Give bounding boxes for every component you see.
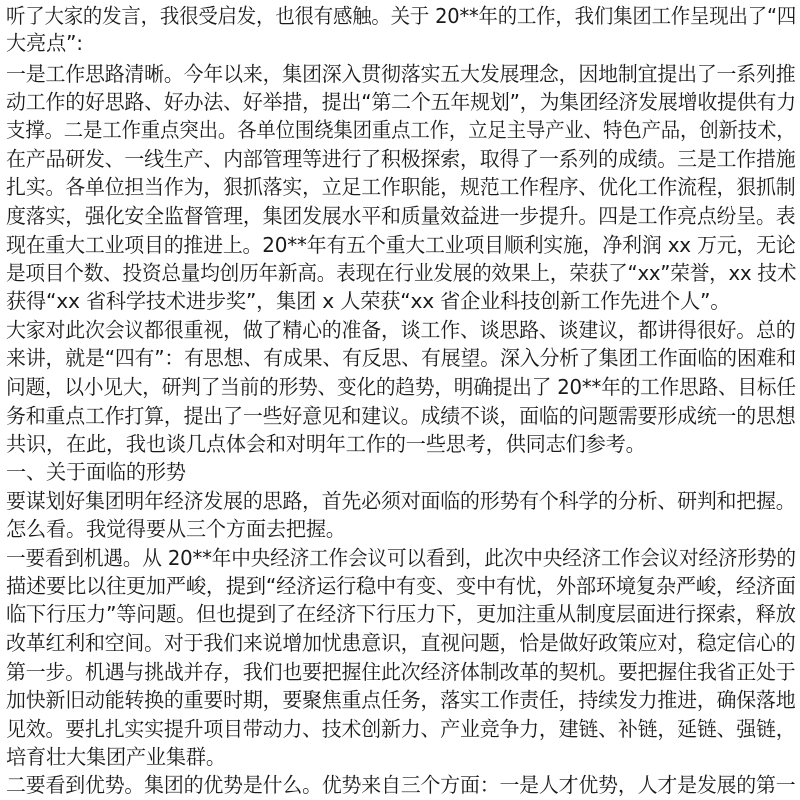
- text-line: 动工作的好思路、好办法、好举措，提出“第二个五年规划”，为集团经济发展增收提供有力: [6, 90, 797, 114]
- text-line: 现在重大工业项目的推进上。20**年有五个重大工业项目顺利实施，净利润 xx 万元，无论: [6, 233, 796, 257]
- text-line: 临下行压力”等问题。但也提到了在经济下行压力下，更加注重从制度层面进行探索，释放: [6, 602, 796, 626]
- text-line: 描述要比以往更加严峻，提到“经济运行稳中有变、变中有忧，外部环境复杂严峻，经济面: [6, 574, 796, 598]
- text-line: 要谋划好集团明年经济发展的思路，首先必须对面临的形势有个科学的分析、研判和把握。: [6, 489, 796, 513]
- text-line: 大亮点”:: [6, 31, 83, 55]
- text-line: 是项目个数、投资总量均创历年新高。表现在行业发展的效果上，荣获了“xx”荣誉，xx 技术: [6, 261, 797, 285]
- text-line: 二要看到优势。集团的优势是什么。优势来自三个方面：一是人才优势，人才是发展的第一: [6, 773, 796, 797]
- text-line: 听了大家的发言，我很受启发，也很有感触。关于 20**年的工作，我们集团工作呈现出了“四: [6, 4, 797, 28]
- text-line: 获得“xx 省科学技术进步奖”，集团 x 人荣获“xx 省企业科技创新工作先进个人”。: [6, 289, 731, 313]
- text-line: 怎么看。我觉得要从三个方面去把握。: [6, 517, 346, 541]
- text-line: 第一步。机遇与挑战并存，我们也要把握住此次经济体制改革的契机。要把握住我省正处于: [6, 660, 796, 684]
- text-line: 问题，以小见大，研判了当前的形势、变化的趋势，明确提出了 20**年的工作思路、目标任: [6, 375, 796, 399]
- text-line: 来讲，就是“四有”：有思想、有成果、有反思、有展望。深入分析了集团工作面临的困难和: [6, 346, 797, 370]
- text-line: 共识，在此，我也谈几点体会和对明年工作的一些思考，供同志们参考。: [6, 432, 646, 456]
- text-line: 见效。要扎扎实实提升项目带动力、技术创新力、产业竞争力，建链、补链，延链、强链，: [6, 717, 796, 741]
- text-line: 度落实，强化安全监督管理，集团发展水平和质量效益进一步提升。四是工作亮点纷呈。表: [6, 204, 796, 228]
- text-line: 加快新旧动能转换的重要时期，要聚焦重点任务，落实工作责任，持续发力推进，确保落地: [6, 688, 796, 712]
- section-heading: 一、关于面临的形势: [6, 460, 186, 484]
- text-line: 一要看到机遇。从 20**年中央经济工作会议可以看到，此次中央经济工作会议对经济形势的: [6, 546, 796, 570]
- text-line: 扎实。各单位担当作为，狠抓落实，立足工作职能，规范工作程序、优化工作流程，狠抓制: [6, 175, 796, 199]
- text-line: 在产品研发、一线生产、内部管理等进行了积极探索，取得了一系列的成绩。三是工作措施: [6, 147, 796, 171]
- text-line: 大家对此次会议都很重视，做了精心的准备，谈工作、谈思路、谈建议，都讲得很好。总的: [6, 318, 796, 342]
- text-line: 改革红利和空间。对于我们来说增加忧患意识，直视问题，恰是做好政策应对，稳定信心的: [6, 631, 796, 655]
- text-line: 务和重点工作打算，提出了一些好意见和建议。成绩不谈，面临的问题需要形成统一的思想: [6, 404, 796, 428]
- text-line: 支撑。二是工作重点突出。各单位围绕集团重点工作，立足主导产业、特色产品，创新技术，: [6, 118, 796, 142]
- text-line: 培育壮大集团产业集群。: [6, 745, 226, 769]
- text-line: 一是工作思路清晰。今年以来，集团深入贯彻落实五大发展理念，因地制宜提出了一系列推: [6, 62, 796, 86]
